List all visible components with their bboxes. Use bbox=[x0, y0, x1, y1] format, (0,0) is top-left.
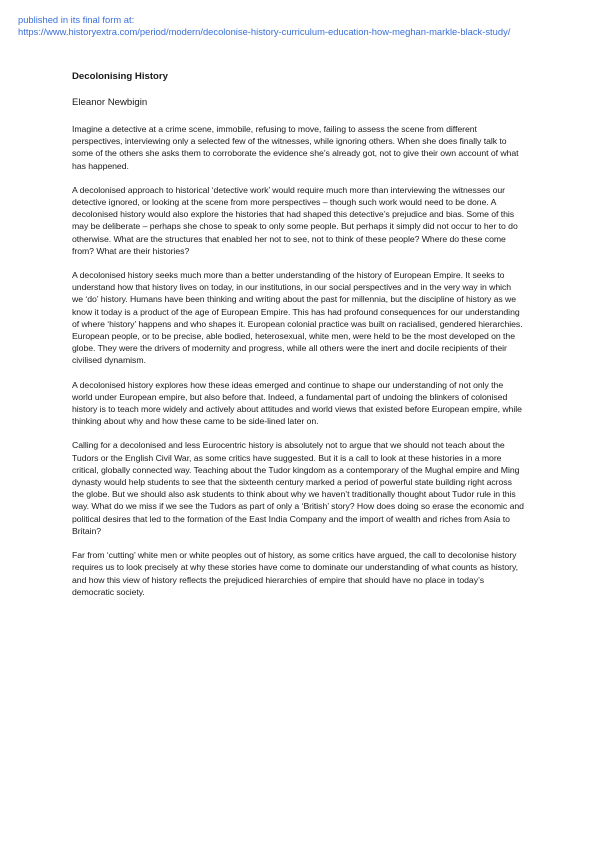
paragraph-6: Far from ‘cutting’ white men or white peoples out of history, as some critics have argued, the call to decolonise history requires us to look precisely at why these stories have come to dominate our understanding of what counts as history, and how this view of history reflects the prejudiced hierarchies of empire that should have no place in today’s democratic society. bbox=[72, 550, 518, 597]
article-title: Decolonising History bbox=[72, 71, 168, 82]
paragraph-3: A decolonised history seeks much more than a better understanding of the history of European Empire. It seeks to understand how that history lives on today, in our institutions, in our social perspectives and in the very way in which we ‘do’ history. Humans have been thinking and writing about the past for millennia, but the discipline of history as we know it today is a product of the age of European Empire. This has had profound consequences for our understanding of where ‘history’ happens and who shapes it. European colonial practice was built on racialised, gendered hierarchies. European people, or to be precise, able bodied, heterosexual, white men, were held to be the most developed on the globe. They were the drivers of modernity and progress, while all others were the inert and docile recipients of their civilised dynamism. bbox=[72, 270, 523, 366]
article bbox=[72, 71, 524, 610]
paragraph-1: Imagine a detective at a crime scene, immobile, refusing to move, failing to assess the scene from different perspectives, interviewing only a selected few of the witnesses, while ignoring others. When she does finally talk to some of the others she asks them to corroborate the evidence she’s already got, not to give their own account of what has happened. bbox=[72, 124, 519, 171]
paragraph-2: A decolonised approach to historical ‘detective work’ would require much more than interviewing the witnesses our detective ignored, or looking at the scene from more perspectives – though such work would need to be done. A decolonised history would also explore the histories that had shaped this detective’s prejudice and bias. Some of this may be deliberate – perhaps she chose to speak to only some people. But perhaps it simply did not occur to her to do otherwise. What are the structures that enabled her not to see, not to think of these people? Where do these come from? What are their histories? bbox=[72, 184, 518, 256]
source-prefix: published in its final form at: bbox=[18, 14, 135, 25]
paragraph-4: A decolonised history explores how these ideas emerged and continue to shape our understanding of not only the world under European empire, but also before that. Indeed, a fundamental part of undoing the blinkers of colonised history is to teach more widely and actively about attitudes and world views that existed before European empire, while thinking about why and how these came to be side-lined later on. bbox=[72, 379, 522, 427]
article-author: Eleanor Newbigin bbox=[72, 97, 148, 108]
paragraph-5: Calling for a decolonised and less Eurocentric history is absolutely not to argue that we should not teach about the Tudors or the English Civil War, as some critics have suggested. But it is a call to look at these histories in a more critical, globally connected way. Teaching about the Tudor kingdom as a contemporary of the Mughal empire and Ming dynasty would help students to see that the sixteenth century marked a period of powerful state building right across the globe. But we should also ask students to think about why we haven’t traditionally thought about Tudor rule in this way. What do we miss if we see the Tudors as part of only a ‘British’ story? How does doing so erase the economic and political desires that led to the formation of the East India Company and the import of wealth and riches from Asia to Britain? bbox=[72, 440, 524, 536]
source-note bbox=[18, 14, 583, 38]
source-url-link[interactable]: https://www.historyextra.com/period/modern/decolonise-history-curriculum-education-how-meghan-markle-black-study/ bbox=[18, 26, 511, 37]
